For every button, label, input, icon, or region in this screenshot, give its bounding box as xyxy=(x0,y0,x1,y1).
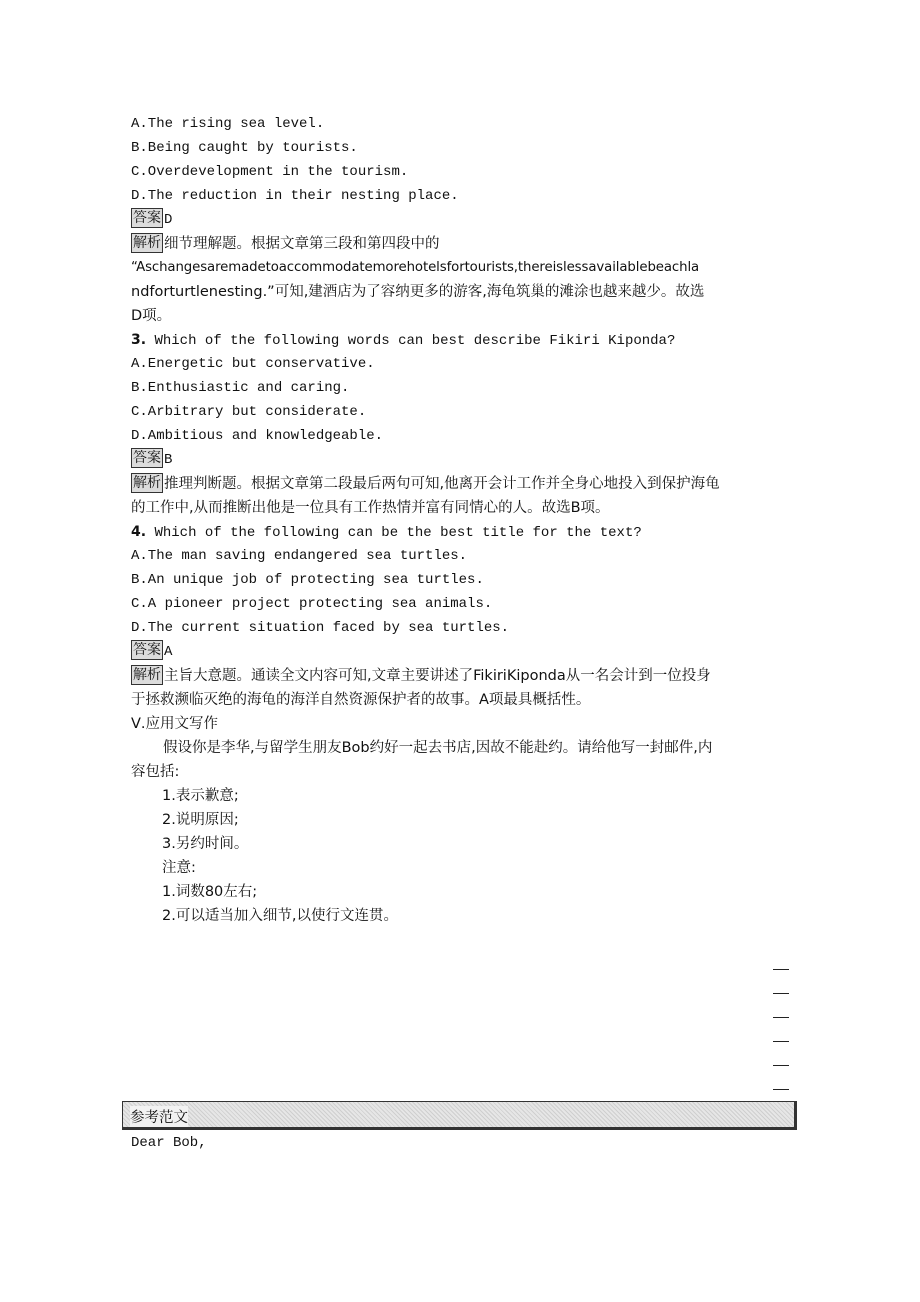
blank-line xyxy=(773,994,789,1018)
letter-greeting: Dear Bob, xyxy=(131,1135,207,1151)
q4-option-b: B.An unique job of protecting sea turtles. xyxy=(131,572,484,588)
q4-answer xyxy=(131,640,791,664)
analysis-text: 主旨大意题。通读全文内容可知,文章主要讲述了FikiriKiponda从一名会计到一位投身 xyxy=(164,668,711,684)
q3-analysis xyxy=(131,472,791,496)
q4-option-d: D.The current situation faced by sea turtles. xyxy=(131,620,510,636)
analysis-tag: 解析 xyxy=(133,667,161,683)
q4-stem xyxy=(131,520,791,544)
writing-prompt-cont: 容包括: xyxy=(131,764,180,780)
analysis-text: 推理判断题。根据文章第二段最后两句可知,他离开会计工作并全身心地投入到保护海龟 xyxy=(164,476,720,492)
q3-option-b: B.Enthusiastic and caring. xyxy=(131,380,350,396)
blank-line xyxy=(773,1042,789,1066)
answer-tag: 答案 xyxy=(133,642,161,658)
q2-option-b: B.Being caught by tourists. xyxy=(131,140,358,156)
q2-option-c: C.Overdevelopment in the tourism. xyxy=(131,164,409,180)
answer-tag: 答案 xyxy=(133,210,161,226)
q3-stem xyxy=(131,328,791,352)
q3-answer xyxy=(131,448,791,472)
writing-item-3: 3.另约时间。 xyxy=(162,836,249,852)
q2-analysis-end: D项。 xyxy=(131,308,172,324)
answer-tag: 答案 xyxy=(133,450,161,466)
question-text: Which of the following can be the best title for the text? xyxy=(146,525,642,541)
note-title: 注意: xyxy=(162,860,196,876)
q2-option-a: A.The rising sea level. xyxy=(131,116,325,132)
blank-line xyxy=(773,1018,789,1042)
writing-item-1: 1.表示歉意; xyxy=(162,788,239,804)
answer-value: B xyxy=(164,452,173,468)
writing-item-2: 2.说明原因; xyxy=(162,812,239,828)
q4-analysis xyxy=(131,664,791,688)
document-body xyxy=(131,112,791,928)
q4-option-c: C.A pioneer project protecting sea animals. xyxy=(131,596,493,612)
blank-line xyxy=(773,1066,789,1090)
note-1: 1.词数80左右; xyxy=(162,884,258,900)
section-title: Ⅴ.应用文写作 xyxy=(131,716,219,732)
writing-prompt: 假设你是李华,与留学生朋友Bob约好一起去书店,因故不能赴约。请给他写一封邮件,内 xyxy=(163,740,713,756)
q2-answer xyxy=(131,208,791,232)
blank-line xyxy=(773,970,789,994)
q3-option-c: C.Arbitrary but considerate. xyxy=(131,404,367,420)
q4-analysis-cont: 于拯救濒临灭绝的海龟的海洋自然资源保护者的故事。A项最具概括性。 xyxy=(131,692,591,708)
reference-label: 参考范文 xyxy=(130,1106,188,1127)
question-text: Which of the following words can best describe Fikiri Kiponda? xyxy=(146,333,676,349)
answer-value: A xyxy=(164,644,173,660)
note-2: 2.可以适当加入细节,以使行文连贯。 xyxy=(162,908,398,924)
q2-option-d: D.The reduction in their nesting place. xyxy=(131,188,459,204)
q4-option-a: A.The man saving endangered sea turtles. xyxy=(131,548,468,564)
question-number: 4. xyxy=(131,524,147,540)
q3-option-d: D.Ambitious and knowledgeable. xyxy=(131,428,384,444)
q2-analysis-quote-1: “Aschangesaremadetoaccommodatemorehotelsfortourists,thereislessavailablebeachla xyxy=(131,260,700,275)
blank-line xyxy=(773,946,789,970)
q3-analysis-cont: 的工作中,从而推断出他是一位具有工作热情并富有同情心的人。故选B项。 xyxy=(131,500,610,516)
analysis-text: 细节理解题。根据文章第三段和第四段中的 xyxy=(164,236,440,252)
analysis-tag: 解析 xyxy=(133,475,161,491)
analysis-tag: 解析 xyxy=(133,235,161,251)
reference-header xyxy=(122,1101,797,1130)
answer-value: D xyxy=(164,212,173,228)
q2-analysis-quote-2: ndforturtlenesting.”可知,建酒店为了容纳更多的游客,海龟筑巢的滩涂也越来越少。故选 xyxy=(131,284,705,300)
writing-blank-lines xyxy=(773,946,789,1114)
q2-analysis xyxy=(131,232,791,256)
q3-option-a: A.Energetic but conservative. xyxy=(131,356,375,372)
question-number: 3. xyxy=(131,332,147,348)
